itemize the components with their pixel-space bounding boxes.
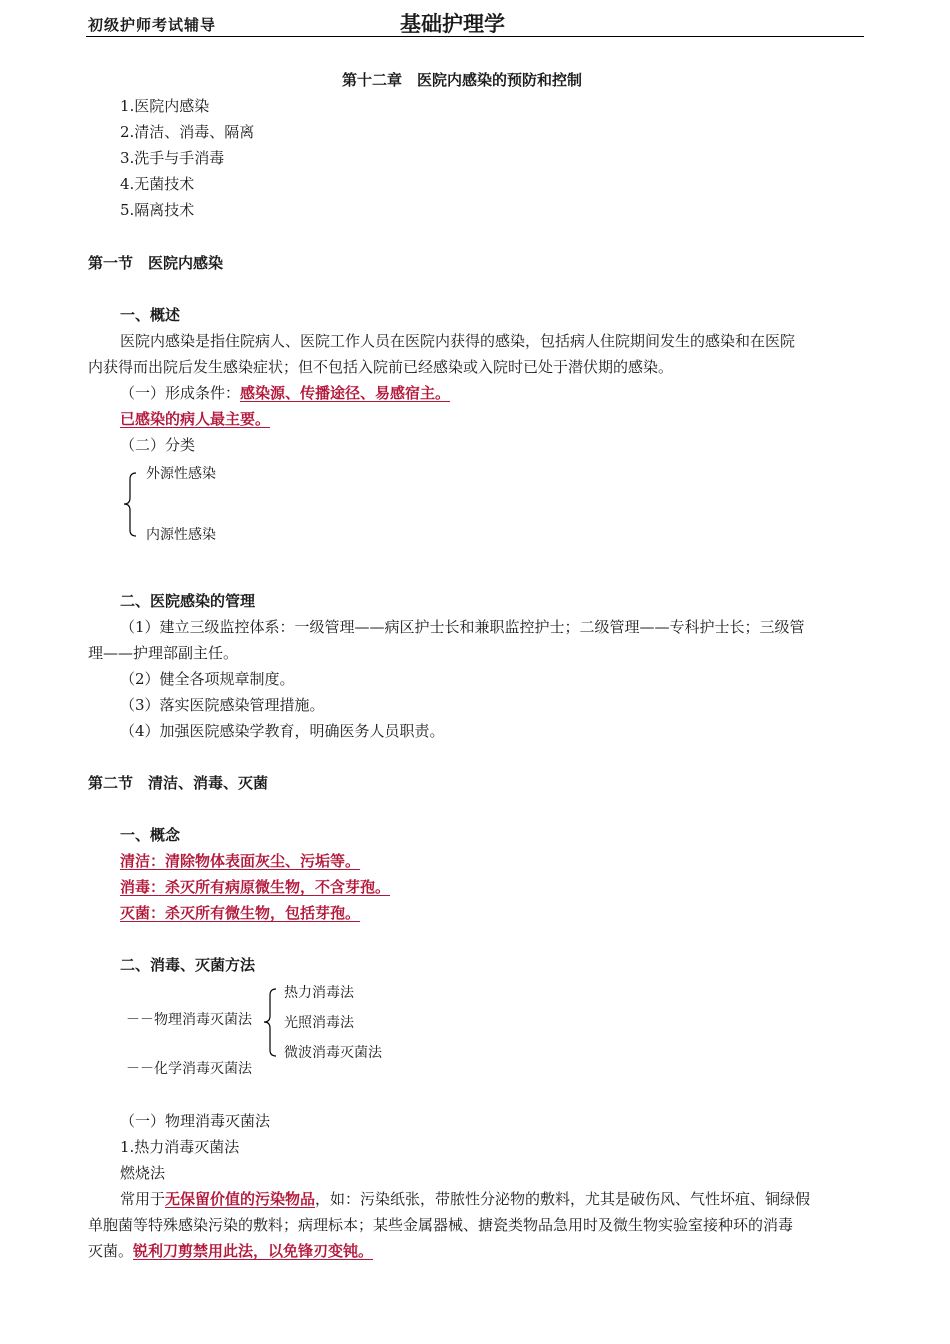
class-item-endogenous: 内源性感染: [146, 527, 216, 543]
classification-brace: [122, 470, 142, 540]
condition-line: [120, 380, 450, 406]
management-heading: 二、医院感染的管理: [120, 592, 256, 610]
burning-highlight: 无保留价值的污染物品: [165, 1190, 316, 1208]
burning-paragraph-line1: [120, 1186, 810, 1212]
outline-item: 2.清洁、消毒、隔离: [120, 123, 255, 141]
management-item-1b: 理——护理部副主任。: [88, 644, 239, 662]
concept-heading: 一、概念: [120, 826, 181, 844]
burning-post: ，如：污染纸张，带脓性分泌物的敷料，尤其是破伤风、气性坏疽、铜绿假: [315, 1190, 811, 1208]
management-item-3: （3）落实医院感染管理措施。: [120, 696, 325, 714]
physical-subheading: （一）物理消毒灭菌法: [120, 1112, 271, 1130]
physical-item-heat: 热力消毒法: [284, 985, 354, 1001]
physical-item-microwave: 微波消毒灭菌法: [284, 1045, 382, 1061]
concept-cleaning: 清洁：清除物体表面灰尘、污垢等。: [120, 852, 361, 870]
overview-paragraph-line2: 内获得而出院后发生感染症状；但不包括入院前已经感染或入院时已处于潜伏期的感染。: [88, 358, 674, 376]
outline-item: 3.洗手与手消毒: [120, 149, 225, 167]
outline-item: 1.医院内感染: [120, 97, 210, 115]
header-left-title: 初级护师考试辅导: [88, 16, 217, 34]
concept-sterilization: 灭菌：杀灭所有微生物，包括芽孢。: [120, 904, 361, 922]
section2-title: 第二节 清洁、消毒、灭菌: [88, 774, 269, 792]
heat-method-heading: 1.热力消毒灭菌法: [120, 1138, 240, 1156]
burning-line3-pre: 灭菌。: [88, 1242, 134, 1260]
physical-item-light: 光照消毒法: [284, 1015, 354, 1031]
burning-warning: 锐利刀剪禁用此法，以免锋刃变钝。: [133, 1242, 374, 1260]
condition-highlight: 感染源、传播途径、易感宿主。: [240, 384, 451, 402]
management-item-4: （4）加强医院感染学教育，明确医务人员职责。: [120, 722, 445, 740]
physical-method-label: －－物理消毒灭菌法: [126, 1012, 252, 1028]
chapter-title: 第十二章 医院内感染的预防和控制: [342, 71, 583, 89]
methods-heading: 二、消毒、灭菌方法: [120, 956, 256, 974]
burning-paragraph-line3: [88, 1238, 373, 1264]
burning-paragraph-line2: 单胞菌等特殊感染污染的敷料；病理标本；某些金属器械、搪瓷类物品急用时及微生物实验室接种环的消毒: [88, 1216, 794, 1234]
management-item-1a: （1）建立三级监控体系：一级管理——病区护士长和兼职监控护士；二级管理——专科护士长；三级管: [120, 618, 805, 636]
burning-pre: 常用于: [120, 1190, 166, 1208]
concept-disinfection: 消毒：杀灭所有病原微生物，不含芽孢。: [120, 878, 391, 896]
class-item-exogenous: 外源性感染: [146, 466, 216, 482]
classification-label: （二）分类: [120, 436, 196, 454]
management-item-2: （2）健全各项规章制度。: [120, 670, 295, 688]
section1-title: 第一节 医院内感染: [88, 254, 224, 272]
physical-method-brace: [262, 986, 282, 1060]
burning-method: 燃烧法: [120, 1164, 166, 1182]
chemical-method-label: －－化学消毒灭菌法: [126, 1061, 252, 1077]
outline-item: 5.隔离技术: [120, 201, 195, 219]
overview-paragraph-line1: 医院内感染是指住院病人、医院工作人员在医院内获得的感染，包括病人住院期间发生的感染和在医院: [120, 332, 796, 350]
overview-heading: 一、概述: [120, 306, 181, 324]
condition-highlight-2: 已感染的病人最主要。: [120, 410, 271, 428]
condition-label: （一）形成条件：: [120, 384, 241, 402]
outline-item: 4.无菌技术: [120, 175, 195, 193]
header-center-title: 基础护理学: [400, 12, 505, 36]
header-rule: [86, 36, 864, 37]
